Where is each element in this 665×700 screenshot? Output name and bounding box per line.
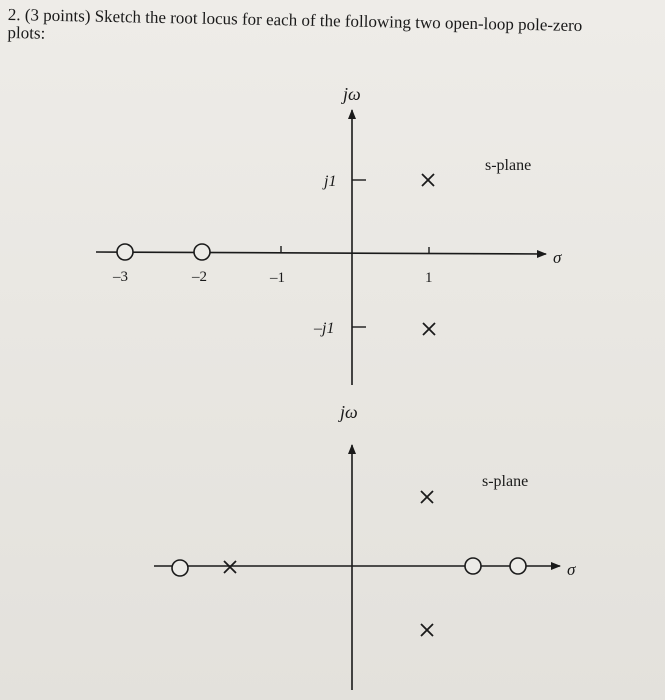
sigma-label-2: σ — [567, 560, 576, 579]
question-text: 2. (3 points) Sketch the root locus for each of the following two open-loop pole-zero plots: — [7, 5, 583, 43]
zero-negative-2 — [172, 560, 188, 576]
s-plane-label-2: s-plane — [482, 473, 529, 490]
pole-zero-plot-1 — [96, 84, 562, 385]
real-axis-1 — [96, 252, 546, 254]
zero-minus-3 — [117, 244, 133, 260]
zero-positive-a-2 — [465, 558, 481, 574]
pole-negative-real-2 — [224, 561, 236, 573]
s-plane-label-1: s-plane — [485, 157, 532, 174]
pole-upper-1 — [422, 174, 434, 186]
pole-lower-1 — [423, 323, 435, 335]
zero-positive-b-2 — [510, 558, 526, 574]
tick-label-j1: j1 — [324, 173, 337, 190]
tick-label-minus-2: –2 — [192, 269, 207, 285]
jw-label-1: jω — [343, 84, 361, 104]
tick-label-1: 1 — [425, 270, 433, 286]
tick-label-minus-1: –1 — [270, 270, 285, 286]
tick-label-minus-j1: –j1 — [314, 320, 335, 337]
sigma-label-1: σ — [553, 248, 562, 267]
pole-zero-plot-2 — [154, 402, 576, 690]
jw-label-2: jω — [340, 402, 358, 422]
tick-label-minus-3: –3 — [113, 269, 128, 285]
pole-upper-2 — [421, 491, 433, 503]
zero-minus-2 — [194, 244, 210, 260]
pole-lower-2 — [421, 624, 433, 636]
